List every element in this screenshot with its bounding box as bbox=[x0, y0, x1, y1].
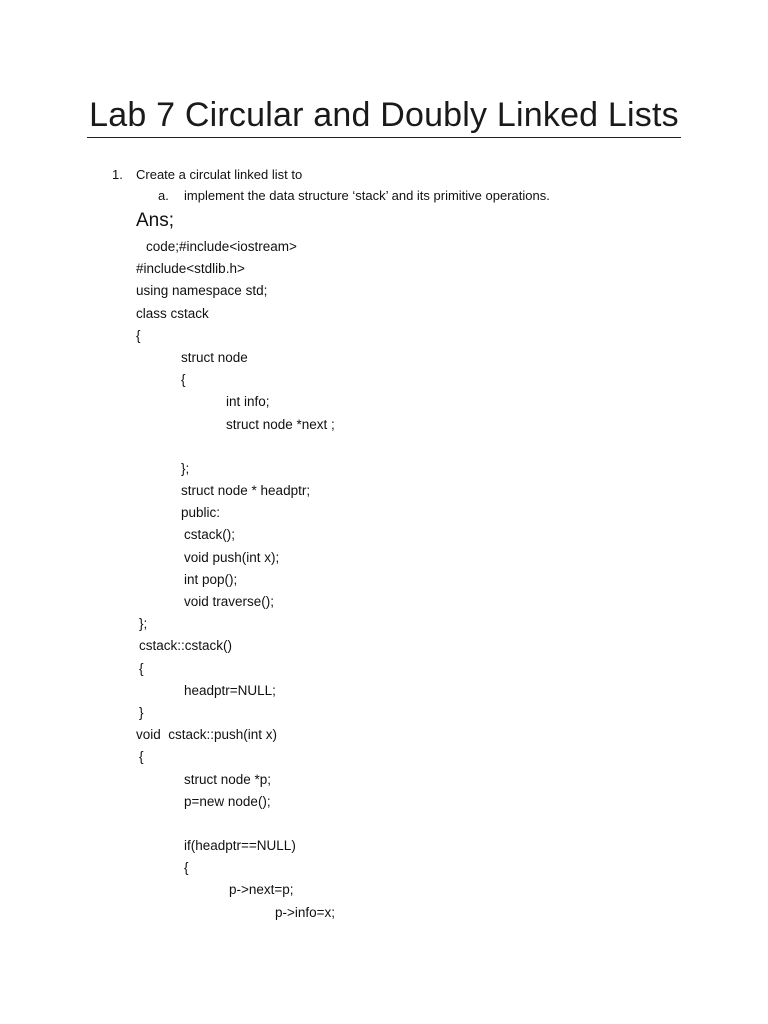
code-line bbox=[0, 769, 768, 791]
code-line-text: { bbox=[139, 660, 144, 676]
subquestion-text: implement the data structure ‘stack’ and its primitive operations. bbox=[184, 188, 550, 203]
code-line bbox=[0, 791, 768, 813]
code-line bbox=[0, 547, 768, 569]
code-line bbox=[0, 746, 768, 768]
code-line-text: { bbox=[181, 372, 186, 388]
code-block bbox=[0, 236, 768, 924]
code-line-text: struct node * headptr; bbox=[181, 483, 311, 499]
code-line-text: #include<stdlib.h> bbox=[136, 261, 245, 277]
code-line-text: struct node *next ; bbox=[226, 416, 335, 432]
code-line-text: cstack(); bbox=[184, 527, 236, 543]
code-line bbox=[0, 902, 768, 924]
code-line bbox=[0, 702, 768, 724]
code-line-text: }; bbox=[181, 460, 190, 476]
question-number: 1. bbox=[112, 167, 123, 182]
code-line bbox=[0, 458, 768, 480]
code-line bbox=[0, 436, 768, 458]
code-line-text: p->info=x; bbox=[275, 904, 336, 920]
code-line-text: { bbox=[139, 749, 144, 765]
code-line-text: } bbox=[139, 704, 144, 720]
code-line-text: p=new node(); bbox=[184, 793, 271, 809]
code-line-text: { bbox=[136, 327, 141, 343]
code-line-text: }; bbox=[139, 616, 148, 632]
document-title bbox=[0, 94, 768, 138]
code-line-text: using namespace std; bbox=[136, 283, 268, 299]
code-line bbox=[0, 414, 768, 436]
code-line-text: p->next=p; bbox=[229, 882, 294, 898]
code-line-text: cstack::cstack() bbox=[139, 638, 233, 654]
code-line-text: code;#include<iostream> bbox=[146, 239, 297, 254]
code-line-text: struct node *p; bbox=[184, 771, 272, 787]
code-line bbox=[0, 635, 768, 657]
code-line bbox=[0, 524, 768, 546]
answer-label: Ans; bbox=[136, 210, 175, 231]
code-line bbox=[0, 879, 768, 901]
code-line-text: int pop(); bbox=[184, 571, 238, 587]
code-line-text: { bbox=[184, 860, 189, 876]
code-line bbox=[0, 280, 768, 302]
code-line bbox=[0, 502, 768, 524]
question-text: Create a circulat linked list to bbox=[136, 167, 303, 182]
code-line bbox=[0, 813, 768, 835]
code-line bbox=[0, 613, 768, 635]
code-line bbox=[0, 391, 768, 413]
code-line-text: if(headptr==NULL) bbox=[184, 838, 296, 854]
code-line bbox=[0, 658, 768, 680]
code-line-text: int info; bbox=[226, 394, 270, 410]
code-line bbox=[0, 258, 768, 280]
code-line bbox=[0, 325, 768, 347]
code-line bbox=[0, 835, 768, 857]
subquestion-letter: a. bbox=[158, 188, 169, 203]
code-line-text: class cstack bbox=[136, 305, 209, 321]
code-line-text: void push(int x); bbox=[184, 549, 280, 565]
code-line bbox=[0, 347, 768, 369]
code-line bbox=[0, 236, 768, 258]
title-text: Lab 7 Circular and Doubly Linked Lists bbox=[87, 94, 681, 138]
code-line bbox=[0, 857, 768, 879]
code-line bbox=[0, 724, 768, 746]
code-line bbox=[0, 680, 768, 702]
code-line bbox=[0, 480, 768, 502]
code-line-text: headptr=NULL; bbox=[184, 682, 276, 698]
code-line bbox=[0, 591, 768, 613]
code-line-text: public: bbox=[181, 505, 221, 521]
code-line bbox=[0, 303, 768, 325]
code-line-text: struct node bbox=[181, 349, 248, 365]
code-line bbox=[0, 369, 768, 391]
code-line-text: void traverse(); bbox=[184, 594, 275, 609]
code-line-text: void cstack::push(int x) bbox=[136, 727, 278, 743]
code-line bbox=[0, 569, 768, 591]
